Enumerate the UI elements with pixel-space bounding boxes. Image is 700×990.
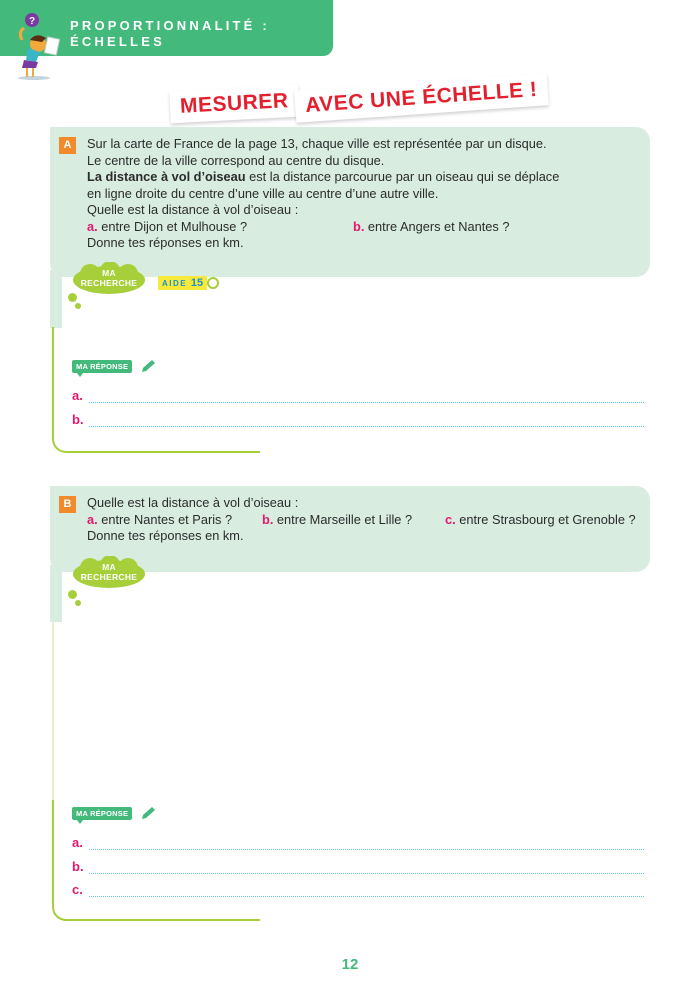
- answer-letter: a.: [72, 835, 83, 850]
- item-text: entre Marseille et Lille ?: [273, 511, 413, 527]
- definition-term: La distance à vol d’oiseau: [87, 169, 246, 184]
- chapter-title-line2: ÉCHELLES: [70, 34, 165, 49]
- title-tape-2: AVEC UNE ÉCHELLE !: [294, 73, 548, 123]
- answer-tag: MA RÉPONSE: [72, 807, 132, 820]
- item-label: a.: [87, 511, 98, 527]
- answer-line-b[interactable]: [72, 861, 644, 875]
- research-cloud-label: [68, 562, 150, 582]
- aide-badge[interactable]: [158, 276, 207, 290]
- answer-line-a[interactable]: [72, 390, 644, 404]
- exercise-a-badge: A: [59, 137, 76, 154]
- answer-letter: b.: [72, 412, 84, 427]
- answer-letter: b.: [72, 859, 84, 874]
- cloud-bubble-icon: [68, 590, 77, 599]
- title-tape-1: MESURER: [169, 85, 299, 124]
- mascot-question-icon: [12, 12, 64, 80]
- dotted-line: [89, 426, 644, 427]
- question-item-b: [353, 219, 510, 236]
- aide-label: AIDE: [162, 279, 188, 288]
- question-item-b: [262, 512, 412, 529]
- dotted-line: [89, 849, 644, 850]
- research-label-line2: RECHERCHE: [80, 278, 138, 288]
- research-label-line1: MA: [102, 268, 116, 278]
- statement-line: Sur la carte de France de la page 13, chaque ville est représentée par un disque.: [87, 136, 547, 151]
- statement-line: Le centre de la ville correspond au centre du disque.: [87, 152, 385, 168]
- research-cloud-label: [68, 268, 150, 288]
- page-number: 12: [341, 956, 359, 973]
- cloud-bubble-icon: [75, 600, 81, 606]
- item-label: c.: [445, 511, 456, 527]
- svg-text:?: ?: [28, 16, 36, 27]
- research-label-line1: MA: [102, 562, 116, 572]
- pencil-icon: [140, 806, 156, 820]
- item-text: entre Nantes et Paris ?: [97, 511, 233, 527]
- answer-line-a[interactable]: [72, 837, 644, 851]
- instruction-text: Donne tes réponses en km.: [87, 235, 244, 250]
- dotted-line: [89, 896, 644, 897]
- exercise-b-badge: B: [59, 496, 76, 513]
- research-label-line2: RECHERCHE: [80, 572, 138, 582]
- statement-line: en ligne droite du centre d’une ville au centre d’une autre ville.: [87, 185, 439, 201]
- question-text: Quelle est la distance à vol d’oiseau :: [87, 495, 299, 510]
- cloud-bubble-icon: [75, 303, 81, 309]
- exercise-b-research-area[interactable]: [62, 572, 650, 622]
- statement-line: [87, 169, 647, 186]
- item-label: b.: [262, 511, 274, 527]
- answer-line-c[interactable]: [72, 884, 644, 898]
- exercise-a-statement: [87, 136, 647, 252]
- exercise-a-rail: [50, 270, 62, 328]
- item-label: a.: [87, 218, 98, 234]
- answer-letter: c.: [72, 882, 83, 897]
- item-text: entre Dijon et Mulhouse ?: [97, 218, 248, 234]
- question-items: [87, 219, 647, 236]
- question-item-a: [87, 512, 232, 529]
- answer-letter: a.: [72, 388, 83, 403]
- dotted-line: [89, 402, 644, 403]
- pencil-icon: [140, 359, 156, 373]
- exercise-a-research-area[interactable]: [62, 277, 650, 327]
- exercise-b-statement: [87, 495, 647, 545]
- chapter-title: [70, 18, 270, 50]
- question-items: [87, 512, 647, 529]
- question-item-a: [87, 219, 247, 236]
- exercise-b-rail: [50, 565, 62, 622]
- item-label: b.: [353, 218, 365, 234]
- lesson-title: [170, 77, 560, 132]
- instruction-text: Donne tes réponses en km.: [87, 528, 244, 543]
- dotted-line: [89, 873, 644, 874]
- item-text: entre Angers et Nantes ?: [364, 218, 510, 234]
- item-text: entre Strasbourg et Grenoble ?: [455, 511, 636, 527]
- aide-number: 15: [190, 277, 204, 289]
- answer-tag: MA RÉPONSE: [72, 360, 132, 373]
- answer-line-b[interactable]: [72, 414, 644, 428]
- cloud-bubble-icon: [68, 293, 77, 302]
- aide-checkbox[interactable]: [207, 277, 219, 289]
- chapter-title-line1: PROPORTIONNALITÉ :: [70, 18, 270, 33]
- question-item-c: [445, 512, 636, 529]
- question-text: Quelle est la distance à vol d’oiseau :: [87, 202, 299, 217]
- definition-text: est la distance parcourue par un oiseau qui se déplace: [245, 169, 560, 184]
